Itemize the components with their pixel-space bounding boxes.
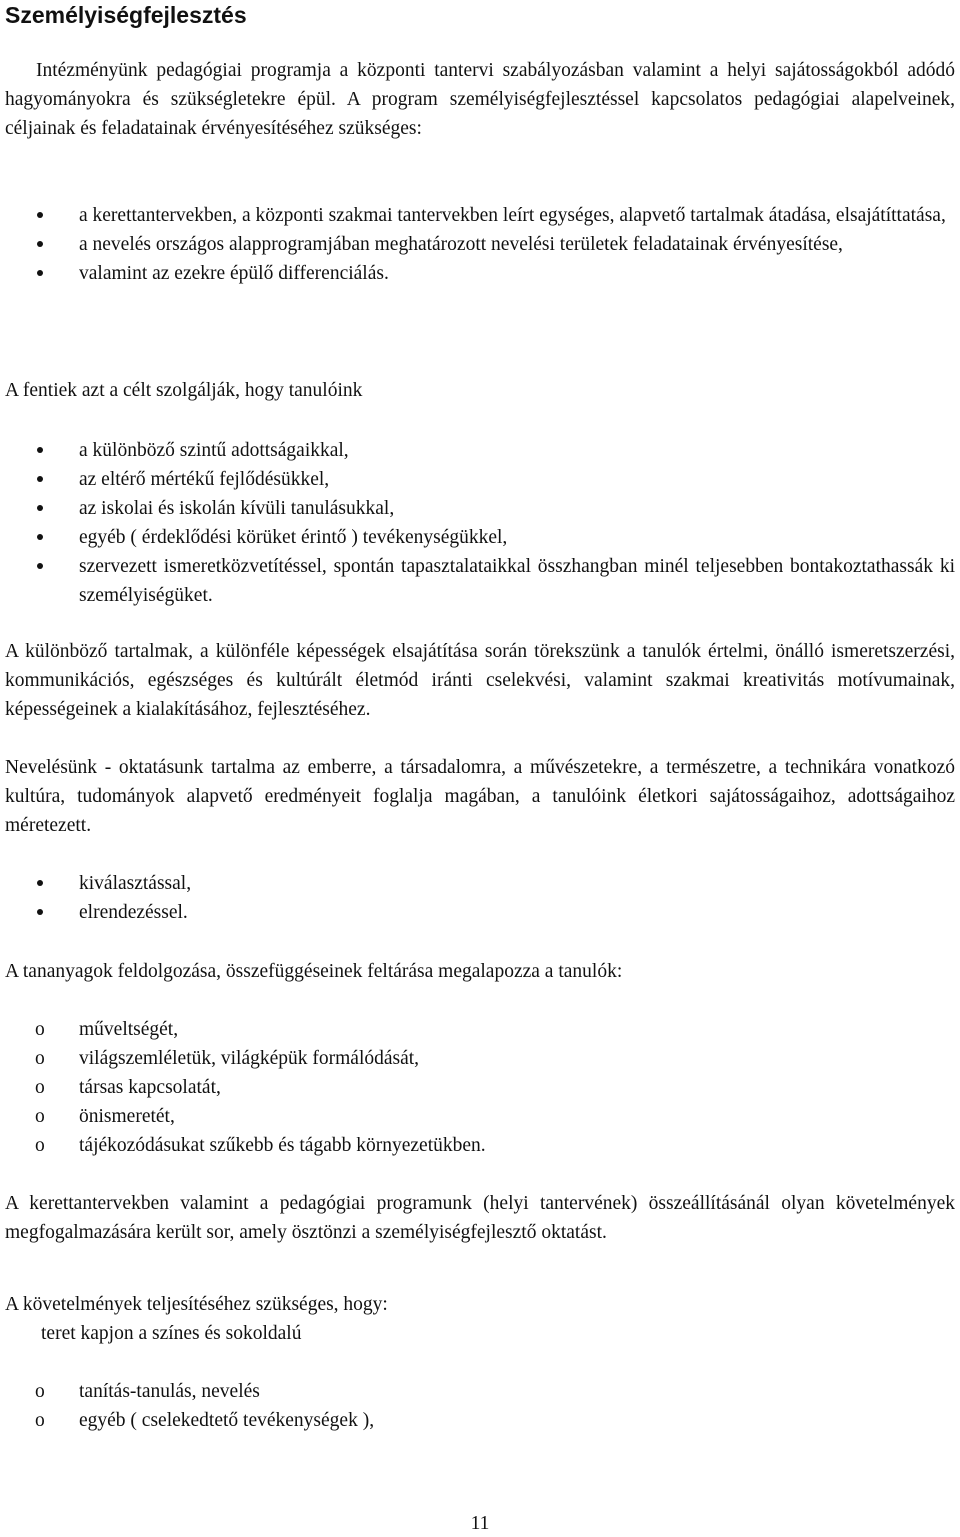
list-item: az eltérő mértékű fejlődésükkel, (5, 465, 955, 494)
paragraph-4: Nevelésünk - oktatásunk tartalma az emberre, a társadalomra, a művészetekre, a természetre, a technikára vonatkozó kultúra, tudományok alapvető eredményeit foglalja magában, a tanulóink életkori sajátosságaihoz, adottságaihoz méretezett. (5, 757, 955, 836)
page-title: Személyiségfejlesztés (5, 2, 247, 28)
bullet-icon (35, 465, 55, 494)
bullet-icon (35, 523, 55, 552)
circle-bullet-icon: o (35, 1381, 45, 1402)
list-item: valamint az ezekre épülő differenciálás. (5, 259, 955, 288)
list-item: egyéb ( érdeklődési körüket érintő ) tevékenységükkel, (5, 523, 955, 552)
list-item: a különböző szintű adottságaikkal, (5, 436, 955, 465)
bullet-list-2 (5, 436, 955, 610)
paragraph-5: A tananyagok feldolgozása, összefüggéseinek feltárása megalapozza a tanulók: (5, 961, 623, 982)
paragraph-7: A követelmények teljesítéséhez szükséges, hogy: (5, 1294, 388, 1315)
circle-bullet-icon: o (35, 1077, 45, 1098)
paragraph-6: A kerettantervekben valamint a pedagógiai programunk (helyi tantervének) összeállításánál olyan követelmények megfogalmazására került sor, amely ösztönzi a személyiségfejlesztő oktatást. (5, 1193, 955, 1243)
bullet-icon (35, 869, 55, 898)
list-item: o önismeretét, (5, 1102, 955, 1131)
circle-bullet-icon: o (35, 1048, 45, 1069)
paragraph-7-continuation: teret kapjon a színes és sokoldalú (41, 1323, 302, 1344)
circle-list-1 (5, 1015, 955, 1160)
circle-bullet-icon: o (35, 1019, 45, 1040)
page-number: 11 (470, 1513, 490, 1534)
paragraph-3: A különböző tartalmak, a különféle képességek elsajátítása során törekszünk a tanulók értelmi, önálló ismeretszerzési, kommunikációs, egészséges és kultúrált életmód iránti cselekvési, valamint szakmai kreativitás motívumainak, képességeinek a kialakításához, fejlesztéséhez. (5, 641, 955, 720)
list-item: o tanítás-tanulás, nevelés (5, 1377, 955, 1406)
list-item: o tájékozódásukat szűkebb és tágabb környezetükben. (5, 1131, 955, 1160)
bullet-icon (35, 898, 55, 927)
list-item: kiválasztással, (5, 869, 955, 898)
list-item: o társas kapcsolatát, (5, 1073, 955, 1102)
circle-bullet-icon: o (35, 1106, 45, 1127)
bullet-icon (35, 230, 55, 259)
circle-bullet-icon: o (35, 1410, 45, 1431)
list-item: o világszemléletük, világképük formálódását, (5, 1044, 955, 1073)
list-item: az iskolai és iskolán kívüli tanulásukkal, (5, 494, 955, 523)
bullet-list-1 (5, 201, 955, 288)
list-item: o egyéb ( cselekedtető tevékenységek ), (5, 1406, 955, 1435)
list-item: o műveltségét, (5, 1015, 955, 1044)
paragraph-2: A fentiek azt a célt szolgálják, hogy tanulóink (5, 380, 363, 401)
bullet-icon (35, 259, 55, 288)
list-item: elrendezéssel. (5, 898, 955, 927)
bullet-icon (35, 436, 55, 465)
bullet-icon (35, 552, 55, 581)
bullet-icon (35, 494, 55, 523)
bullet-list-3 (5, 869, 955, 927)
circle-list-2 (5, 1377, 955, 1435)
list-item: szervezett ismeretközvetítéssel, spontán tapasztalataikkal összhangban minél teljesebben bontakoztathassák ki személyiségüket. (5, 552, 955, 610)
list-item: a nevelés országos alapprogramjában meghatározott nevelési területek feladatainak érvényesítése, (5, 230, 955, 259)
circle-bullet-icon: o (35, 1135, 45, 1156)
bullet-icon (35, 201, 55, 230)
intro-paragraph: Intézményünk pedagógiai programja a központi tantervi szabályozásban valamint a helyi sajátosságokból adódó hagyományokra és szükségletekre épül. A program személyiségfejlesztéssel kapcsolatos pedagógiai alapelveinek, céljainak és feladatainak érvényesítéséhez szükséges: (5, 60, 955, 139)
list-item: a kerettantervekben, a központi szakmai tantervekben leírt egységes, alapvető tartalmak átadása, elsajátíttatása, (5, 201, 955, 230)
